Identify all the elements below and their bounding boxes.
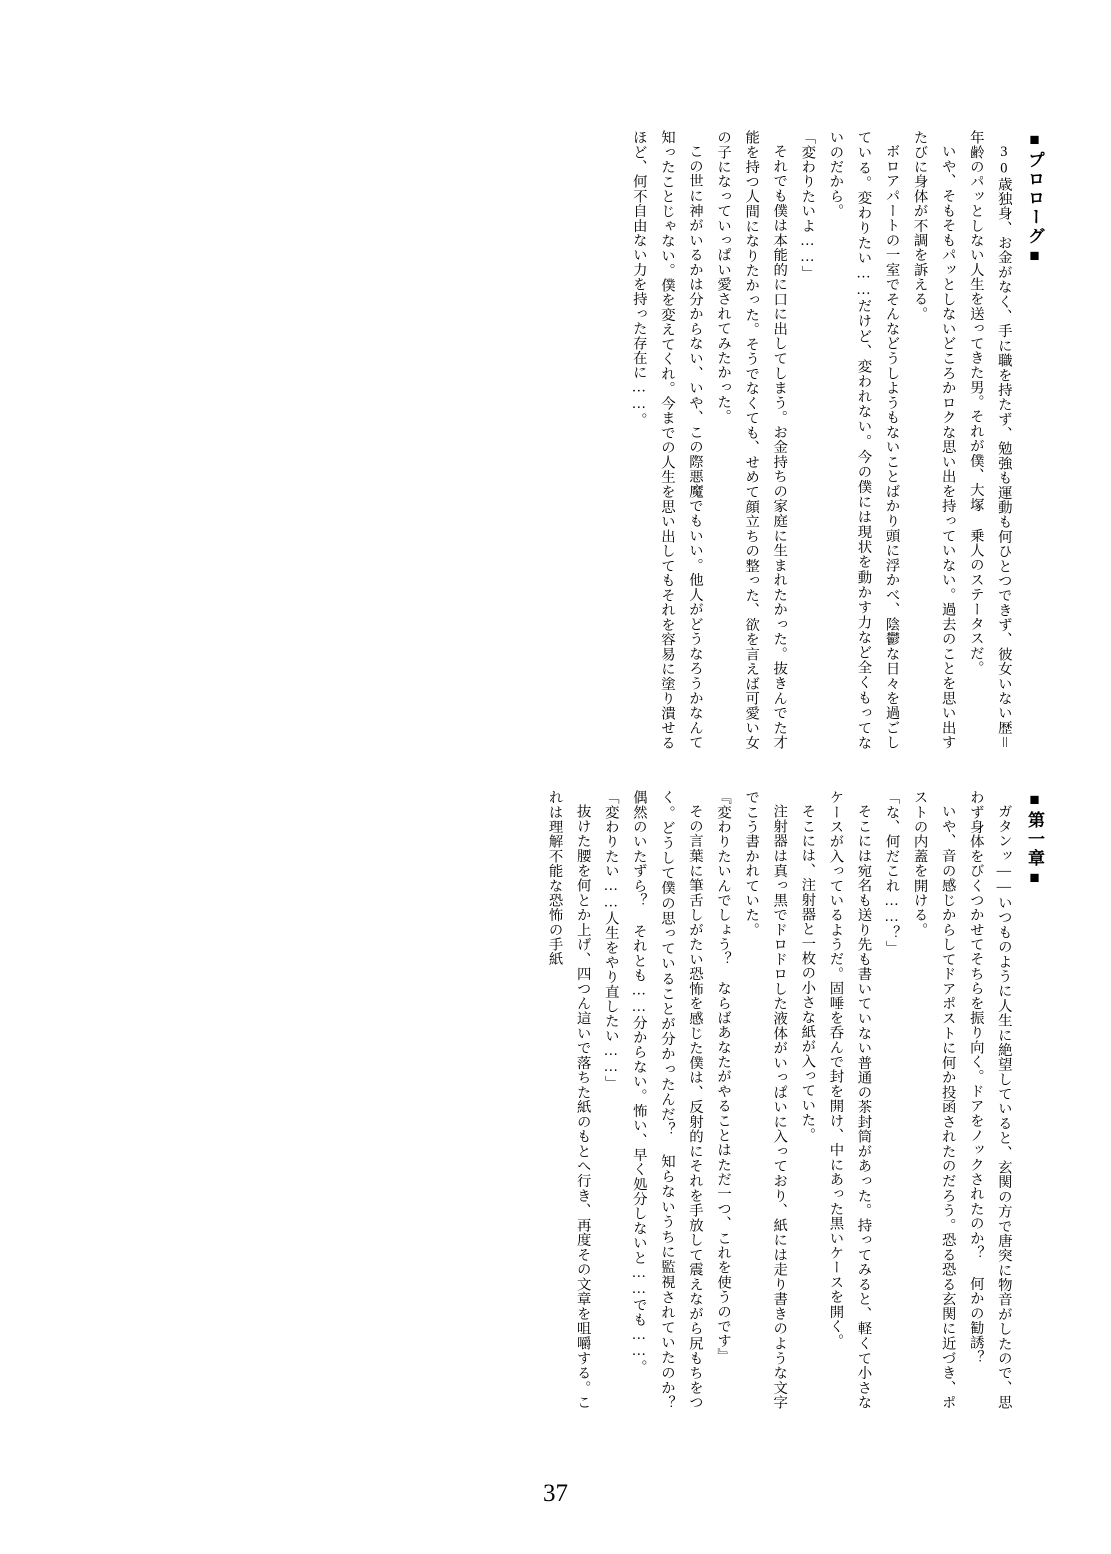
paragraph: 「変わりたい……人生をやり直したい……」: [602, 790, 619, 1091]
section-prologue: [351, 130, 1051, 750]
page-body: [60, 130, 1051, 1424]
section-chapter-one: [351, 790, 1051, 1410]
paragraph: そこには宛名も送り先も書いていない普通の茶封筒があった。持ってみると、軽くて小さなケースが入っているようだ。固唾を呑んで封を開け、中にあった黒いケースを開く。: [827, 790, 872, 1410]
paragraph: いや、音の感じからしてドアポストに何か投函されたのだろう。恐る恐る玄関に近づき、ポストの内蓋を開ける。: [911, 790, 956, 1410]
section-heading-chapter-one: ■第一章■: [1025, 790, 1044, 890]
paragraph: 30歳独身、お金がなく、手に職を持たず、勉強も運動も何ひとつできず、彼女いない歴＝年齢のパッとしない人生を送ってきた男。それが僕、大塚 乗人のステータスだ。: [967, 130, 1012, 750]
paragraph: この世に神がいるかは分からない、いや、この際悪魔でもいい。他人がどうなろうかなんて知ったことじゃない。僕を変えてくれ。今までの人生を思い出してもそれを容易に塗り潰せるほど、何不自由ない力を持った存在に……。: [630, 130, 703, 750]
page-number: 37: [543, 1480, 568, 1507]
paragraph: その言葉に筆舌しがたい恐怖を感じた僕は、反射的にそれを手放して震えながら尻もちをつく。どうして僕の思っていることが分かったんだ？ 知らないうちに監視されていたのか？ 偶然のいたずら？ それとも……分からない。怖い、早く処分しないと……でも……。: [630, 790, 703, 1410]
section-heading-prologue: ■プロローグ■: [1025, 130, 1044, 268]
paragraph: ボロアパートの一室でそんなどうしようもないことばかり頭に浮かべ、陰鬱な日々を過ごしている。変わりたい……だけど、変われない。今の僕には現状を動かす力など全くもってないのだから。: [827, 130, 900, 750]
paragraph: 「変わりたいよ……」: [799, 130, 816, 281]
paragraph: 抜けた腰を何とか上げ、四つん這いで落ちた紙のもとへ行き、再度その文章を咀嚼する。これは理解不能な恐怖の手紙: [546, 790, 591, 1410]
paragraph: ガタンッ――いつものように人生に絶望していると、玄関の方で唐突に物音がしたので、思わず身体をびくつかせてそちらを振り向く。ドアをノックされたのか？ 何かの勧誘？: [967, 790, 1012, 1410]
paragraph: 注射器は真っ黒でドロドロした液体がいっぱいに入っており、紙には走り書きのような文字でこう書かれていた。: [743, 790, 788, 1410]
paragraph: それでも僕は本能的に口に出してしまう。お金持ちの家庭に生まれたかった。抜きんでた才能を持つ人間になりたかった。そうでなくても、せめて顔立ちの整った、欲を言えば可愛い女の子になっていっぱい愛されてみたかった。: [715, 130, 788, 750]
paragraph: そこには、注射器と一枚の小さな紙が入っていた。: [799, 804, 816, 1143]
paragraph: いや、そもそもパッとしないどころかロクな思い出を持っていない。過去のことを思い出すたびに身体が不調を訴える。: [911, 130, 956, 750]
paragraph: 『変わりたいんでしょう？ ならばあなたがやることはただ一つ、これを使うのです』: [715, 790, 732, 1363]
paragraph: 「な、何だこれ……？」: [883, 790, 900, 955]
